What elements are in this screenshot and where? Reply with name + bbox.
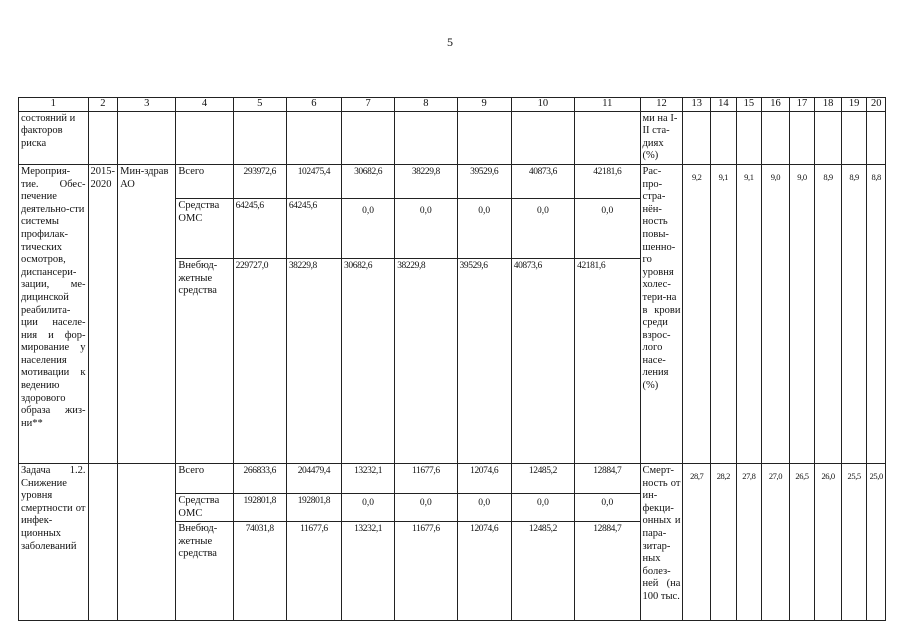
amount-cell: 30682,6: [342, 258, 395, 463]
funding-source: Внебюд-жетные средства: [176, 258, 233, 463]
col-number: 18: [815, 98, 842, 112]
amount-cell: 12074,6: [457, 522, 511, 621]
indicator-value: 8,9: [815, 164, 842, 463]
col-number: 4: [176, 98, 233, 112]
indicator-value: 27,0: [762, 463, 790, 620]
continuation-text: состояний и факторов риска: [19, 111, 89, 164]
amount-cell: 42181,6: [575, 164, 640, 198]
amount-cell: 64245,6: [233, 198, 286, 258]
amount-cell: 38229,8: [395, 164, 457, 198]
indicator-value: 9,1: [711, 164, 737, 463]
event-period: 2015-2020: [88, 164, 118, 463]
amount-cell: 12884,7: [575, 522, 640, 621]
funding-source: Средства ОМС: [176, 493, 233, 521]
col-number: 12: [640, 98, 683, 112]
amount-cell: 192801,8: [233, 493, 286, 521]
amount-cell: 102475,4: [286, 164, 341, 198]
indicator-value: 8,9: [841, 164, 867, 463]
amount-cell: 11677,6: [395, 522, 457, 621]
amount-cell: 0,0: [395, 493, 457, 521]
amount-cell: 12884,7: [575, 463, 640, 493]
amount-cell: 74031,8: [233, 522, 286, 621]
amount-cell: 0,0: [395, 198, 457, 258]
amount-cell: 204479,4: [286, 463, 341, 493]
col-number: 19: [841, 98, 867, 112]
col-number: 5: [233, 98, 286, 112]
col-number: 13: [683, 98, 711, 112]
amount-cell: 38229,8: [395, 258, 457, 463]
amount-cell: 38229,8: [286, 258, 341, 463]
col-number: 8: [395, 98, 457, 112]
amount-cell: 0,0: [511, 493, 574, 521]
amount-cell: 12074,6: [457, 463, 511, 493]
funding-source: Всего: [176, 463, 233, 493]
col-number: 20: [867, 98, 886, 112]
col-number: 2: [88, 98, 118, 112]
amount-cell: 39529,6: [457, 258, 511, 463]
indicator-value: 25,5: [841, 463, 867, 620]
amount-cell: 64245,6: [286, 198, 341, 258]
event-name: Мероприя-тие. Обес-печение деятельно-сти системы профилак-тических осмотров, диспансери-зации, ме-дицинской реабилита-ции населе-ния и фор-мирование у населения мотивации к ведению здорового образа жиз-ни**: [19, 164, 89, 463]
amount-cell: 12485,2: [511, 522, 574, 621]
amount-cell: 40873,6: [511, 258, 574, 463]
amount-cell: 13232,1: [342, 522, 395, 621]
amount-cell: 12485,2: [511, 463, 574, 493]
col-number: 17: [789, 98, 815, 112]
amount-cell: 192801,8: [286, 493, 341, 521]
budget-table: [18, 97, 886, 621]
amount-cell: 42181,6: [575, 258, 640, 463]
funding-source: Внебюд-жетные средства: [176, 522, 233, 621]
amount-cell: 30682,6: [342, 164, 395, 198]
col-number: 15: [736, 98, 762, 112]
page-number: 5: [447, 35, 453, 49]
col-number: 14: [711, 98, 737, 112]
funding-source: Средства ОМС: [176, 198, 233, 258]
amount-cell: 40873,6: [511, 164, 574, 198]
event-row-total: [19, 164, 886, 198]
amount-cell: 39529,6: [457, 164, 511, 198]
indicator-value: 26,5: [789, 463, 815, 620]
amount-cell: 0,0: [457, 198, 511, 258]
continuation-row: [19, 111, 886, 164]
task-row-total: [19, 463, 886, 493]
amount-cell: 13232,1: [342, 463, 395, 493]
continuation-indicator: ми на I-II ста-диях (%): [640, 111, 683, 164]
amount-cell: 11677,6: [395, 463, 457, 493]
indicator-value: 9,0: [762, 164, 790, 463]
col-number: 6: [286, 98, 341, 112]
column-number-row: [19, 98, 886, 112]
amount-cell: 0,0: [457, 493, 511, 521]
task-indicator: Смерт-ность от ин-фекци-онных и пара-зитар-ных болез-ней (на 100 тыс.: [640, 463, 683, 620]
col-number: 11: [575, 98, 640, 112]
col-number: 7: [342, 98, 395, 112]
amount-cell: 266833,6: [233, 463, 286, 493]
col-number: 3: [118, 98, 176, 112]
amount-cell: 0,0: [342, 493, 395, 521]
indicator-value: 8,8: [867, 164, 886, 463]
indicator-value: 9,2: [683, 164, 711, 463]
event-executor: Мин-здрав АО: [118, 164, 176, 463]
amount-cell: 293972,6: [233, 164, 286, 198]
col-number: 1: [19, 98, 89, 112]
task-name: Задача 1.2. Снижение уровня смертности от инфек-ционных заболеваний: [19, 463, 89, 620]
amount-cell: 11677,6: [286, 522, 341, 621]
amount-cell: 0,0: [575, 493, 640, 521]
col-number: 10: [511, 98, 574, 112]
event-indicator: Рас-про-стра-нён-ность повы-шенно-го уровня холес-тери-на в крови среди взрос-лого насе-ления (%): [640, 164, 683, 463]
amount-cell: 0,0: [342, 198, 395, 258]
col-number: 16: [762, 98, 790, 112]
indicator-value: 28,2: [711, 463, 737, 620]
amount-cell: 0,0: [511, 198, 574, 258]
col-number: 9: [457, 98, 511, 112]
funding-source: Всего: [176, 164, 233, 198]
indicator-value: 25,0: [867, 463, 886, 620]
indicator-value: 26,0: [815, 463, 842, 620]
amount-cell: 229727,0: [233, 258, 286, 463]
indicator-value: 28,7: [683, 463, 711, 620]
amount-cell: 0,0: [575, 198, 640, 258]
indicator-value: 9,0: [789, 164, 815, 463]
indicator-value: 9,1: [736, 164, 762, 463]
indicator-value: 27,8: [736, 463, 762, 620]
